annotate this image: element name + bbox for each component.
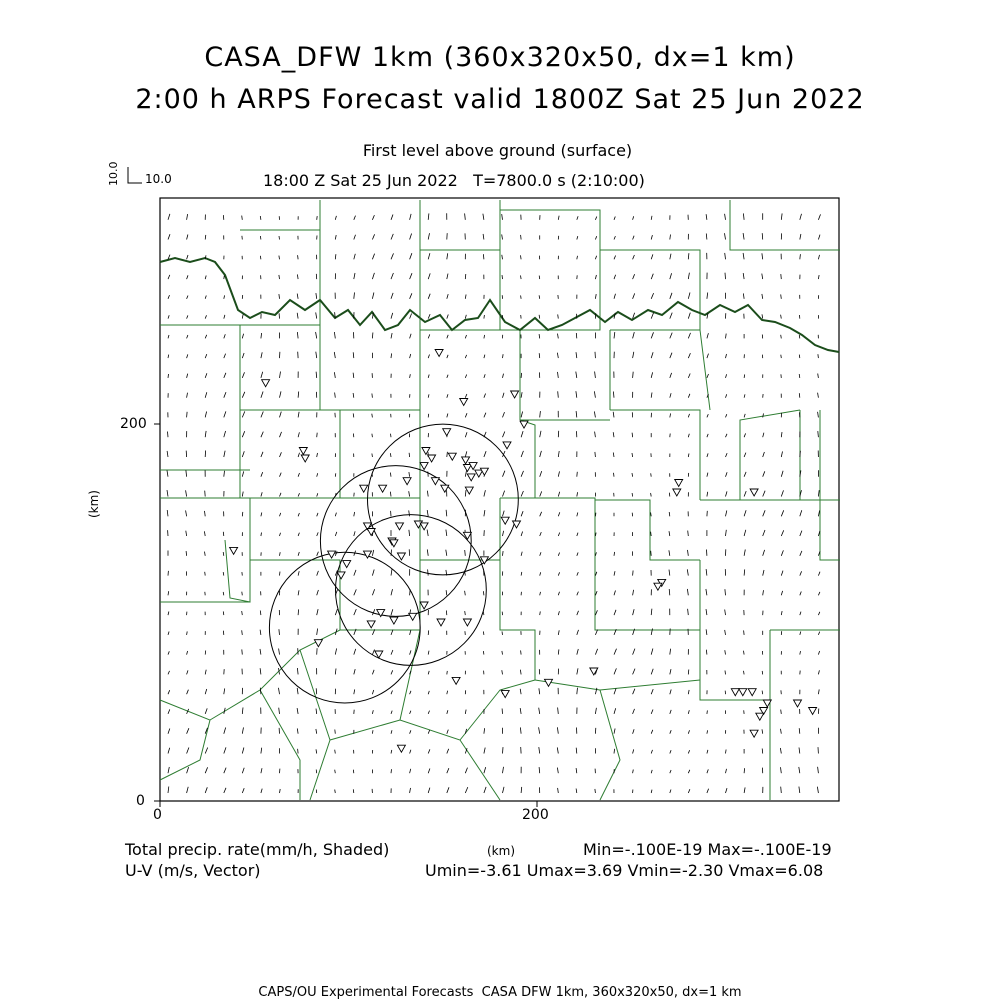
wind-vector — [372, 394, 373, 398]
wind-vector — [168, 432, 169, 438]
wind-vector — [502, 631, 503, 635]
wind-vector — [316, 688, 317, 694]
wind-vector — [205, 651, 206, 655]
wind-vector — [707, 710, 708, 714]
reference-vector-label: 10.0 — [145, 172, 172, 186]
wind-vector — [799, 393, 800, 398]
wind-vector — [280, 572, 281, 576]
wind-vector — [539, 276, 540, 280]
wind-vector — [335, 473, 336, 476]
x-tick-label-0: 0 — [153, 807, 162, 823]
subtitle: First level above ground (surface) — [362, 141, 633, 160]
wind-vector — [484, 315, 485, 319]
wind-vector — [428, 630, 429, 635]
reference-vector-label-vertical: 10.0 — [107, 161, 120, 186]
wind-vector — [614, 473, 615, 477]
footer-credit: CAPS/OU Experimental Forecasts CASA DFW 1km, 360x320x50, dx=1 km — [258, 985, 742, 1000]
wind-vector — [317, 433, 318, 438]
wind-vector — [503, 747, 504, 753]
wind-vector — [242, 592, 243, 596]
vector-field-stats: Umin=-3.61 Umax=3.69 Vmin=-2.30 Vmax=6.08 — [425, 861, 824, 880]
wind-vector — [539, 353, 540, 358]
wind-vector — [205, 572, 206, 576]
wind-vector — [317, 216, 318, 220]
y-axis-unit: (km) — [87, 489, 102, 519]
wind-vector — [168, 374, 169, 378]
wind-vector — [577, 472, 578, 477]
reference-vector — [128, 167, 142, 183]
wind-vector — [279, 236, 280, 240]
wind-vector — [799, 335, 800, 339]
wind-vector — [391, 434, 392, 438]
wind-vector — [818, 354, 819, 358]
wind-vector — [595, 452, 596, 457]
wind-vector — [651, 551, 652, 556]
wind-vector — [483, 651, 484, 655]
wind-vector — [521, 235, 522, 240]
wind-vector — [428, 414, 429, 418]
wind-vector — [224, 276, 225, 280]
wind-vector — [521, 373, 522, 378]
wind-vector — [744, 630, 745, 635]
wind-vector — [595, 789, 596, 793]
wind-vector — [391, 769, 392, 773]
wind-vector — [521, 295, 522, 298]
wind-vector — [483, 254, 484, 259]
wind-vector — [632, 433, 633, 438]
wind-vector — [298, 749, 299, 754]
time-info: 18:00 Z Sat 25 Jun 2022 T=7800.0 s (2:10:00) — [263, 171, 645, 190]
wind-vector — [799, 355, 800, 359]
wind-vector — [242, 512, 243, 516]
wind-vector — [335, 730, 336, 734]
wind-vector — [762, 749, 763, 754]
wind-vector — [725, 273, 726, 279]
x-axis-unit: (km) — [487, 844, 516, 858]
wind-vector — [781, 274, 782, 279]
wind-vector — [762, 233, 763, 239]
wind-vector — [187, 412, 188, 418]
wind-vector — [409, 453, 410, 457]
wind-vector — [186, 551, 187, 556]
wind-vector — [372, 333, 373, 339]
y-tick-label-0: 0 — [136, 793, 145, 809]
wind-vector — [316, 770, 317, 774]
wind-vector — [223, 532, 224, 536]
wind-vector — [744, 768, 745, 773]
vector-field-label: U-V (m/s, Vector) — [125, 861, 261, 880]
wind-vector — [260, 256, 261, 259]
wind-vector — [205, 491, 206, 497]
title-line-1: CASA_DFW 1km (360x320x50, dx=1 km) — [204, 42, 796, 73]
wind-vector — [633, 571, 634, 576]
wind-vector — [447, 671, 448, 675]
title-line-2: 2:00 h ARPS Forecast valid 1800Z Sat 25 Jun 2022 — [135, 84, 865, 115]
wind-vector — [353, 789, 354, 793]
wind-vector — [298, 609, 299, 615]
wind-vector — [725, 671, 726, 675]
wind-vector — [762, 671, 763, 675]
wind-vector — [502, 275, 503, 279]
y-tick-label-200: 200 — [120, 416, 147, 432]
wind-vector — [223, 611, 224, 615]
wind-vector — [260, 236, 261, 240]
wind-vector — [706, 650, 707, 655]
wind-vector — [688, 670, 689, 675]
wind-vector — [483, 631, 484, 635]
shaded-field-stats: Min=-.100E-19 Max=-.100E-19 — [583, 840, 832, 859]
shaded-field-label: Total precip. rate(mm/h, Shaded) — [125, 840, 390, 859]
wind-vector — [651, 473, 652, 476]
wind-vector — [576, 333, 577, 338]
wind-vector — [632, 493, 633, 497]
wind-vector — [372, 434, 373, 438]
wind-vector — [521, 650, 522, 654]
wind-vector — [781, 355, 782, 358]
wind-vector — [465, 274, 466, 279]
x-tick-label-200: 200 — [522, 807, 549, 823]
wind-vector — [242, 649, 243, 654]
wind-vector — [595, 513, 596, 517]
wind-vector — [298, 255, 299, 259]
wind-vector — [483, 591, 484, 595]
wind-vector — [372, 454, 373, 458]
